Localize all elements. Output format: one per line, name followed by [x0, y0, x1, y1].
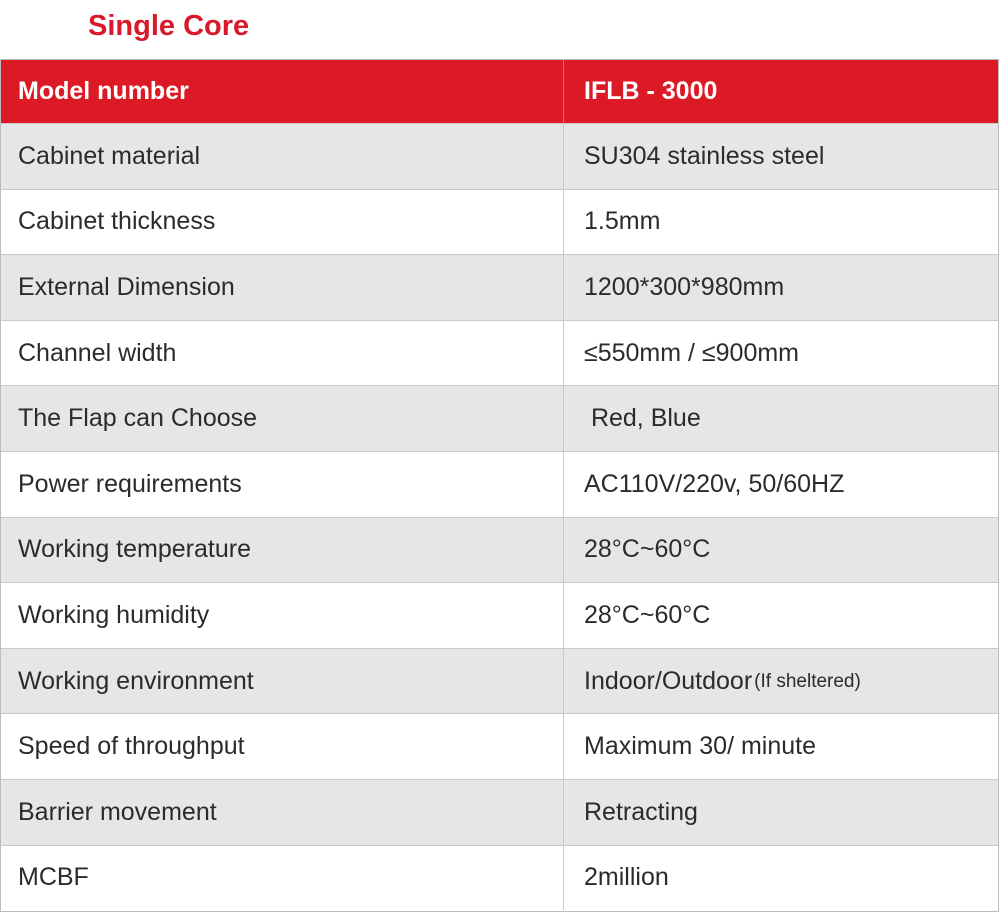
row-value: [564, 780, 998, 845]
row-value-text: AC110V/220v, 50/60HZ: [584, 469, 845, 498]
row-value-text: 28°C~60°C: [584, 600, 711, 629]
table-row: [1, 779, 998, 845]
row-label: Working humidity: [1, 583, 564, 648]
row-label: Speed of throughput: [1, 714, 564, 779]
row-value: [564, 124, 998, 189]
table-row: [1, 648, 998, 714]
row-value-text: 2million: [584, 863, 669, 892]
table-row: [1, 385, 998, 451]
row-label: Power requirements: [1, 452, 564, 517]
row-value: [564, 714, 998, 779]
table-row: [1, 189, 998, 255]
table-row: [1, 517, 998, 583]
row-value-text: 1.5mm: [584, 207, 661, 236]
row-label: Working environment: [1, 649, 564, 714]
row-label: Cabinet thickness: [1, 190, 564, 255]
table-row: [1, 845, 998, 911]
row-value-text: 1200*300*980mm: [584, 272, 785, 301]
row-value: [564, 452, 998, 517]
row-value-text: Retracting: [584, 797, 698, 826]
row-value: [564, 321, 998, 386]
row-value: [564, 583, 998, 648]
row-label: Cabinet material: [1, 124, 564, 189]
row-value-text: Indoor/Outdoor: [584, 666, 753, 695]
table-row: [1, 123, 998, 189]
row-label: The Flap can Choose: [1, 386, 564, 451]
row-value-text: Red, Blue: [584, 404, 701, 433]
table-row: [1, 582, 998, 648]
row-label: External Dimension: [1, 255, 564, 320]
row-value-note: (If sheltered): [754, 671, 861, 693]
row-value-text: SU304 stainless steel: [584, 141, 825, 170]
row-value: [564, 846, 998, 911]
row-value: [564, 649, 998, 714]
header-value-cell: IFLB - 3000: [584, 77, 718, 105]
page-title: Single Core: [88, 10, 250, 42]
row-label: MCBF: [1, 846, 564, 911]
table-row: [1, 320, 998, 386]
row-value: [564, 386, 998, 451]
header-label-cell: Model number: [1, 60, 564, 123]
row-label: Barrier movement: [1, 780, 564, 845]
table-row: [1, 713, 998, 779]
spec-table: [0, 59, 999, 912]
row-label: Working temperature: [1, 518, 564, 583]
row-value: [564, 255, 998, 320]
row-value: [564, 518, 998, 583]
row-value-text: Maximum 30/ minute: [584, 732, 817, 761]
row-value: [564, 190, 998, 255]
table-row: [1, 254, 998, 320]
table-header-row: [1, 60, 998, 123]
row-value-text: ≤550mm / ≤900mm: [584, 338, 800, 367]
row-label: Channel width: [1, 321, 564, 386]
table-row: [1, 451, 998, 517]
row-value-text: 28°C~60°C: [584, 535, 711, 564]
